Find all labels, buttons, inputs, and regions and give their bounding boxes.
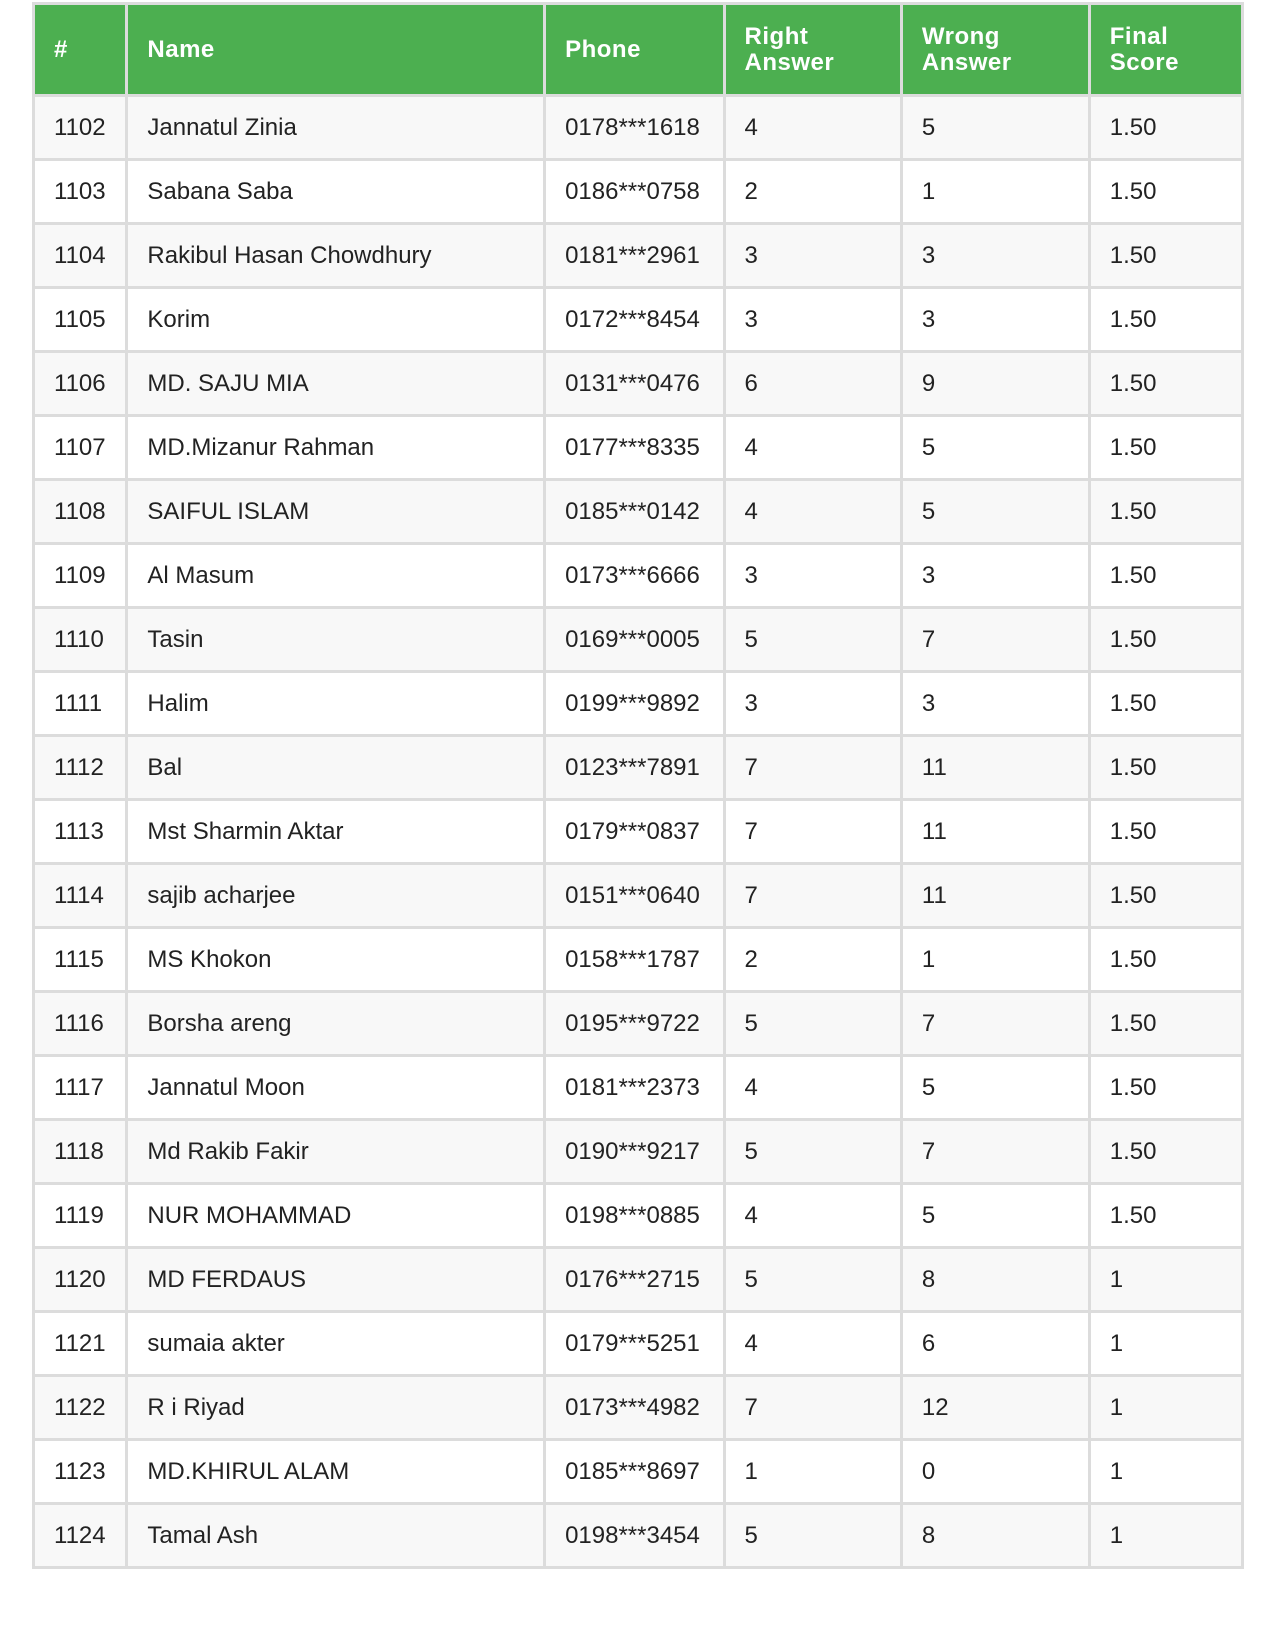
cell-name: Jannatul Zinia [127,96,545,160]
cell-final-score: 1.50 [1089,480,1242,544]
cell-name: Md Rakib Fakir [127,1120,545,1184]
cell-wrong-answer: 11 [901,736,1089,800]
table-row [34,1376,1243,1440]
cell-number: 1105 [34,288,127,352]
header-final-score-line1: Final [1109,22,1169,50]
cell-name: Rakibul Hasan Chowdhury [127,224,545,288]
cell-name: MD FERDAUS [127,1248,545,1312]
cell-final-score: 1.50 [1089,1120,1242,1184]
table-row [34,96,1243,160]
cell-number: 1110 [34,608,127,672]
cell-number: 1113 [34,800,127,864]
cell-phone: 0195***9722 [545,992,724,1056]
header-row [34,4,1243,96]
cell-right-answer: 4 [724,1312,901,1376]
cell-phone: 0169***0005 [545,608,724,672]
cell-name: Al Masum [127,544,545,608]
table-row [34,544,1243,608]
cell-right-answer: 6 [724,352,901,416]
header-final-score-line2: Score [1109,48,1179,76]
cell-final-score: 1.50 [1089,160,1242,224]
cell-final-score: 1 [1089,1312,1242,1376]
table-row [34,1248,1243,1312]
table-row [34,800,1243,864]
cell-final-score: 1 [1089,1504,1242,1568]
cell-right-answer: 4 [724,416,901,480]
header-final-score [1089,4,1242,96]
cell-number: 1119 [34,1184,127,1248]
header-right-answer-line2: Answer [744,48,835,76]
cell-number: 1118 [34,1120,127,1184]
cell-number: 1111 [34,672,127,736]
table-row [34,608,1243,672]
cell-wrong-answer: 11 [901,864,1089,928]
cell-final-score: 1.50 [1089,992,1242,1056]
table-row [34,480,1243,544]
cell-name: sumaia akter [127,1312,545,1376]
cell-number: 1112 [34,736,127,800]
cell-phone: 0151***0640 [545,864,724,928]
cell-name: sajib acharjee [127,864,545,928]
cell-number: 1124 [34,1504,127,1568]
cell-final-score: 1.50 [1089,1056,1242,1120]
table-row [34,736,1243,800]
cell-wrong-answer: 5 [901,1184,1089,1248]
cell-final-score: 1.50 [1089,800,1242,864]
cell-final-score: 1.50 [1089,352,1242,416]
table-row [34,224,1243,288]
header-wrong-answer-line1: Wrong [921,22,1000,50]
cell-wrong-answer: 12 [901,1376,1089,1440]
cell-name: Korim [127,288,545,352]
cell-phone: 0185***8697 [545,1440,724,1504]
cell-phone: 0198***0885 [545,1184,724,1248]
cell-phone: 0173***6666 [545,544,724,608]
cell-phone: 0199***9892 [545,672,724,736]
cell-wrong-answer: 0 [901,1440,1089,1504]
table-row [34,992,1243,1056]
cell-wrong-answer: 5 [901,480,1089,544]
cell-number: 1122 [34,1376,127,1440]
cell-phone: 0181***2373 [545,1056,724,1120]
cell-right-answer: 3 [724,224,901,288]
cell-name: MD. SAJU MIA [127,352,545,416]
cell-right-answer: 5 [724,992,901,1056]
table-row [34,672,1243,736]
cell-number: 1104 [34,224,127,288]
cell-number: 1123 [34,1440,127,1504]
cell-wrong-answer: 5 [901,1056,1089,1120]
cell-number: 1115 [34,928,127,992]
table-body [34,96,1243,1568]
cell-right-answer: 4 [724,1184,901,1248]
cell-phone: 0179***0837 [545,800,724,864]
header-number: # [34,4,127,96]
cell-right-answer: 1 [724,1440,901,1504]
cell-final-score: 1.50 [1089,416,1242,480]
table-row [34,864,1243,928]
cell-phone: 0185***0142 [545,480,724,544]
cell-right-answer: 4 [724,96,901,160]
cell-final-score: 1.50 [1089,1184,1242,1248]
cell-name: R i Riyad [127,1376,545,1440]
cell-phone: 0176***2715 [545,1248,724,1312]
cell-wrong-answer: 5 [901,96,1089,160]
cell-wrong-answer: 6 [901,1312,1089,1376]
cell-wrong-answer: 3 [901,544,1089,608]
table-row [34,352,1243,416]
cell-name: Bal [127,736,545,800]
cell-right-answer: 5 [724,1504,901,1568]
cell-number: 1121 [34,1312,127,1376]
cell-right-answer: 4 [724,1056,901,1120]
cell-number: 1114 [34,864,127,928]
header-wrong-answer [901,4,1089,96]
cell-phone: 0181***2961 [545,224,724,288]
cell-final-score: 1.50 [1089,736,1242,800]
cell-phone: 0190***9217 [545,1120,724,1184]
cell-wrong-answer: 3 [901,288,1089,352]
table-row [34,1504,1243,1568]
cell-number: 1103 [34,160,127,224]
cell-wrong-answer: 7 [901,992,1089,1056]
cell-phone: 0186***0758 [545,160,724,224]
table-row [34,416,1243,480]
cell-number: 1117 [34,1056,127,1120]
cell-final-score: 1 [1089,1440,1242,1504]
cell-number: 1120 [34,1248,127,1312]
cell-name: MS Khokon [127,928,545,992]
table-row [34,160,1243,224]
cell-name: Halim [127,672,545,736]
table-row [34,928,1243,992]
cell-right-answer: 5 [724,1248,901,1312]
cell-name: Mst Sharmin Aktar [127,800,545,864]
cell-right-answer: 7 [724,800,901,864]
table-row [34,1120,1243,1184]
cell-phone: 0178***1618 [545,96,724,160]
cell-final-score: 1.50 [1089,672,1242,736]
table-row [34,1440,1243,1504]
cell-number: 1106 [34,352,127,416]
cell-wrong-answer: 7 [901,1120,1089,1184]
cell-name: Tamal Ash [127,1504,545,1568]
cell-number: 1116 [34,992,127,1056]
cell-phone: 0177***8335 [545,416,724,480]
cell-right-answer: 2 [724,160,901,224]
cell-wrong-answer: 5 [901,416,1089,480]
cell-right-answer: 3 [724,288,901,352]
cell-right-answer: 7 [724,864,901,928]
cell-right-answer: 5 [724,608,901,672]
cell-name: MD.Mizanur Rahman [127,416,545,480]
table-row [34,288,1243,352]
header-right-answer [724,4,901,96]
cell-final-score: 1.50 [1089,608,1242,672]
cell-number: 1107 [34,416,127,480]
cell-phone: 0131***0476 [545,352,724,416]
cell-final-score: 1.50 [1089,224,1242,288]
cell-final-score: 1.50 [1089,96,1242,160]
cell-final-score: 1 [1089,1376,1242,1440]
header-name: Name [127,4,545,96]
cell-final-score: 1.50 [1089,864,1242,928]
cell-wrong-answer: 8 [901,1504,1089,1568]
cell-right-answer: 4 [724,480,901,544]
header-phone: Phone [545,4,724,96]
cell-right-answer: 3 [724,544,901,608]
cell-name: SAIFUL ISLAM [127,480,545,544]
cell-phone: 0172***8454 [545,288,724,352]
cell-wrong-answer: 1 [901,928,1089,992]
cell-name: MD.KHIRUL ALAM [127,1440,545,1504]
cell-phone: 0158***1787 [545,928,724,992]
cell-wrong-answer: 11 [901,800,1089,864]
cell-wrong-answer: 1 [901,160,1089,224]
results-table [32,2,1244,1569]
cell-wrong-answer: 3 [901,224,1089,288]
header-right-answer-line1: Right [744,22,809,50]
cell-final-score: 1.50 [1089,928,1242,992]
cell-right-answer: 3 [724,672,901,736]
cell-final-score: 1 [1089,1248,1242,1312]
cell-name: Sabana Saba [127,160,545,224]
cell-wrong-answer: 9 [901,352,1089,416]
cell-wrong-answer: 3 [901,672,1089,736]
cell-phone: 0179***5251 [545,1312,724,1376]
cell-right-answer: 2 [724,928,901,992]
cell-right-answer: 5 [724,1120,901,1184]
header-wrong-answer-line2: Answer [921,48,1012,76]
cell-name: Tasin [127,608,545,672]
cell-number: 1108 [34,480,127,544]
cell-number: 1109 [34,544,127,608]
cell-name: Jannatul Moon [127,1056,545,1120]
cell-name: NUR MOHAMMAD [127,1184,545,1248]
cell-number: 1102 [34,96,127,160]
cell-wrong-answer: 7 [901,608,1089,672]
table-row [34,1056,1243,1120]
cell-right-answer: 7 [724,736,901,800]
table-header [34,4,1243,96]
cell-phone: 0123***7891 [545,736,724,800]
cell-final-score: 1.50 [1089,544,1242,608]
cell-phone: 0173***4982 [545,1376,724,1440]
cell-final-score: 1.50 [1089,288,1242,352]
cell-wrong-answer: 8 [901,1248,1089,1312]
cell-phone: 0198***3454 [545,1504,724,1568]
table-row [34,1312,1243,1376]
cell-right-answer: 7 [724,1376,901,1440]
cell-name: Borsha areng [127,992,545,1056]
table-row [34,1184,1243,1248]
